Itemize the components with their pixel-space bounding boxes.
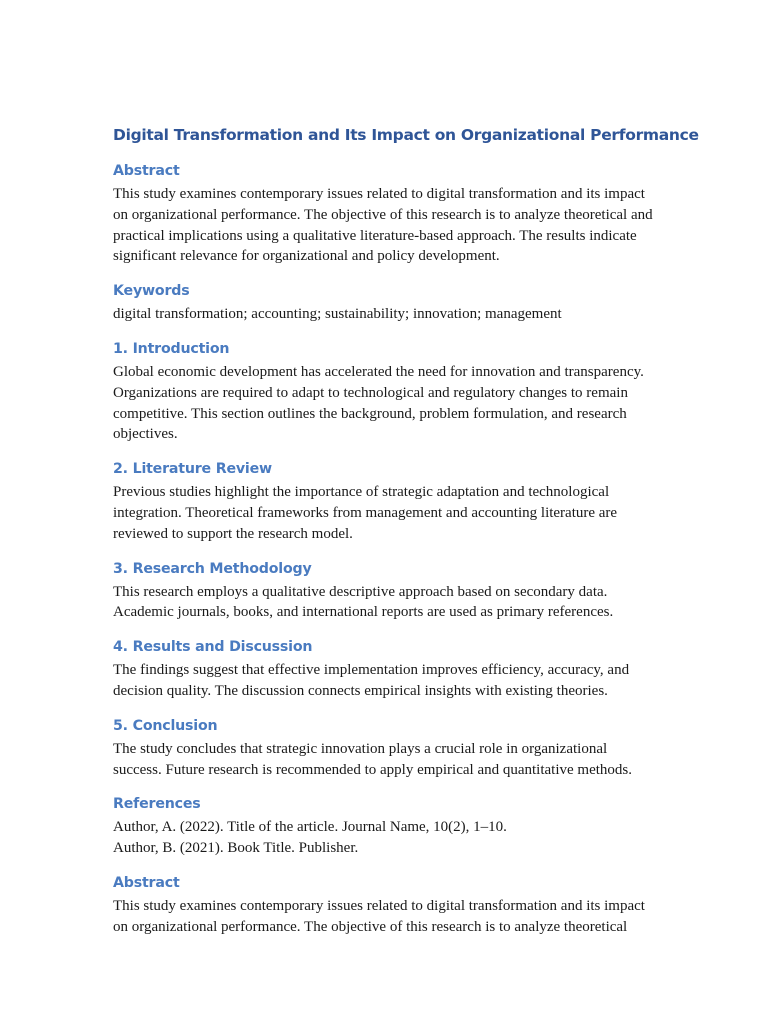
- methodology-body: This research employs a qualitative descriptive approach based on secondary data. Academic journals, books, and international reports are used as primary references.: [113, 583, 614, 621]
- methodology-heading: 3. Research Methodology: [113, 560, 312, 577]
- reference-item: Author, B. (2021). Book Title. Publisher.: [113, 840, 359, 857]
- introduction-body: Global economic development has accelerated the need for innovation and transparency. Organizations are required to adapt to technological and regulatory changes to remain competitive. This section outlines the background, problem formulation, and research objectives.: [113, 363, 644, 443]
- references-list: [113, 817, 658, 859]
- references-heading: References: [113, 796, 201, 813]
- abstract-repeat-body: This study examines contemporary issues related to digital transformation and its impact on organizational performance. The objective of this research is to analyze theoretical: [113, 897, 645, 935]
- document-content: [113, 124, 699, 938]
- document-title: Digital Transformation and Its Impact on Organizational Performance: [113, 126, 699, 144]
- keywords-body: digital transformation; accounting; sustainability; innovation; management: [113, 306, 562, 323]
- conclusion-heading: 5. Conclusion: [113, 717, 218, 734]
- reference-item: Author, A. (2022). Title of the article. Journal Name, 10(2), 1–10.: [113, 819, 507, 836]
- literature-review-heading: 2. Literature Review: [113, 461, 272, 478]
- conclusion-body: The study concludes that strategic innovation plays a crucial role in organizational success. Future research is recommended to apply empirical and quantitative methods.: [113, 740, 633, 778]
- literature-review-body: Previous studies highlight the importance of strategic adaptation and technological integration. Theoretical frameworks from management and accounting literature are reviewed to support the research model.: [113, 484, 618, 542]
- results-body: The findings suggest that effective implementation improves efficiency, accuracy, and decision quality. The discussion connects empirical insights with existing theories.: [113, 662, 630, 699]
- keywords-heading: Keywords: [113, 283, 190, 300]
- results-heading: 4. Results and Discussion: [113, 639, 313, 656]
- abstract-body: This study examines contemporary issues related to digital transformation and its impact on organizational performance. The objective of this research is to analyze theoretical and practical implications using a qualitative literature-based approach. The results indicate significant relevance for organizational and policy development.: [113, 186, 653, 265]
- introduction-heading: 1. Introduction: [113, 340, 230, 357]
- abstract-heading: Abstract: [113, 163, 180, 179]
- abstract-repeat-heading: Abstract: [113, 874, 180, 891]
